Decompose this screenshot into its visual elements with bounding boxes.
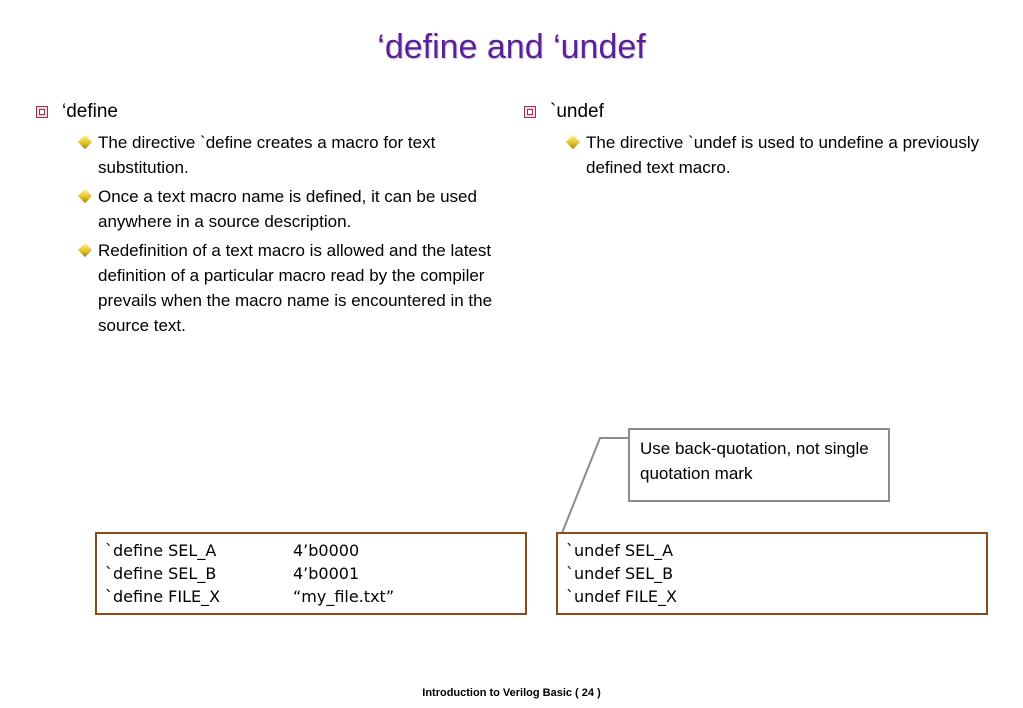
- right-heading-text: `undef: [550, 101, 604, 122]
- code-line: `undef FILE_X: [566, 587, 677, 606]
- code-line: [105, 539, 517, 562]
- code-directive: `define SEL_A: [105, 541, 217, 560]
- slide-footer: Introduction to Verilog Basic ( 24 ): [422, 687, 601, 699]
- code-line: [105, 562, 517, 585]
- code-value: “my_file.txt”: [293, 587, 395, 606]
- undef-code-box: [556, 532, 988, 615]
- callout-note: Use back-quotation, not single quotation mark: [628, 428, 890, 502]
- code-line: [105, 585, 517, 608]
- left-heading-text: ‘define: [62, 101, 118, 122]
- define-code-box: [95, 532, 527, 615]
- slide-title: ‘define and ‘undef: [377, 28, 646, 66]
- code-value: 4’b0001: [293, 564, 360, 583]
- left-bullet-2-text: Once a text macro name is defined, it can be used anywhere in a source description.: [98, 187, 477, 231]
- left-bullet-3-text: Redefinition of a text macro is allowed and the latest definition of a particular macro read by the compiler prevails when the macro name is encountered in the source text.: [98, 241, 493, 335]
- right-bullet-1-text: The directive `undef is used to undefine a previously defined text macro.: [586, 133, 980, 177]
- code-line: `undef SEL_B: [566, 564, 674, 583]
- code-directive: `define SEL_B: [105, 564, 217, 583]
- code-value: 4’b0000: [293, 541, 360, 560]
- code-directive: `define FILE_X: [105, 587, 221, 606]
- code-line: `undef SEL_A: [566, 541, 674, 560]
- left-bullet-1-text: The directive `define creates a macro for text substitution.: [98, 133, 436, 177]
